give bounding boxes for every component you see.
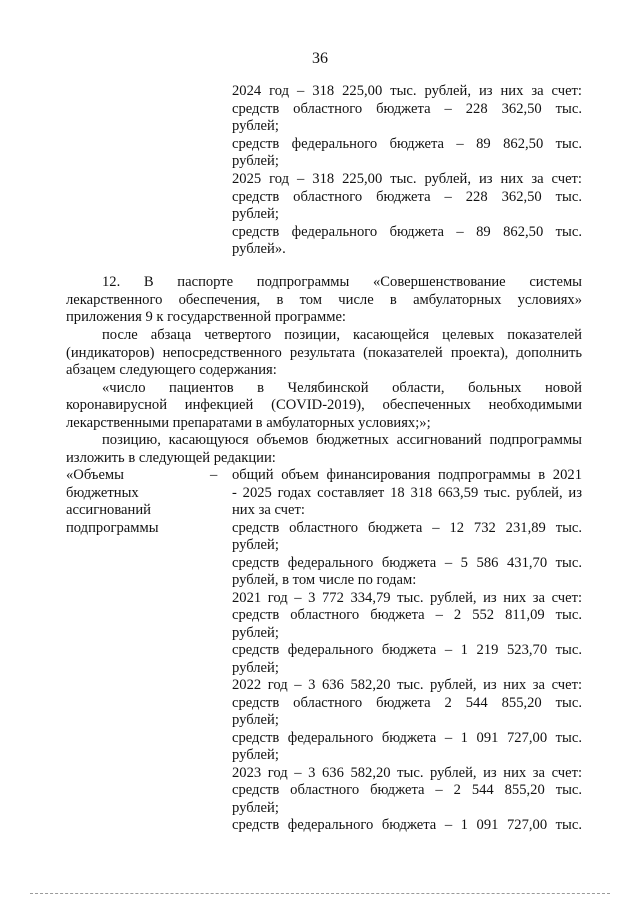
top-line: рублей; [232,206,279,222]
table-right-line: средств областного бюджета – 2 544 855,20 тыс. [232,782,582,798]
page-number: 36 [312,50,328,67]
table-right-line: общий объем финансирования подпрограммы в 2021 [232,467,582,483]
quote-line: «число пациентов в Челябинской области, больных новой [102,380,582,396]
top-line: рублей; [232,153,279,169]
table-right-line: рублей, в том числе по годам: [232,572,417,588]
top-line: 2024 год – 318 225,00 тыс. рублей, из них за счет: [232,83,582,99]
table-right-line: рублей; [232,660,279,676]
top-line: рублей; [232,118,279,134]
table-right-line: рублей; [232,747,279,763]
table-right-line: средств областного бюджета 2 544 855,20 тыс. [232,695,582,711]
item12-line: приложения 9 к государственной программе: [66,309,346,325]
item12-line: лекарственного обеспечения, в том числе в амбулаторных условиях» [66,292,582,308]
table-left-line: бюджетных [66,485,139,501]
table-right-line: средств областного бюджета – 12 732 231,89 тыс. [232,520,582,536]
table-dash: – [210,467,218,483]
item12-line: 12. В паспорте подпрограммы «Совершенствование системы [102,274,582,290]
table-right-line: рублей; [232,712,279,728]
top-line: средств федерального бюджета – 89 862,50 тыс. [232,224,582,240]
page-bottom-edge [30,893,610,894]
table-left-line: подпрограммы [66,520,159,536]
table-right-line: 2022 год – 3 636 582,20 тыс. рублей, из них за счет: [232,677,582,693]
table-right-line: средств областного бюджета – 2 552 811,09 тыс. [232,607,582,623]
after-paragraph-line: абзацем следующего содержания: [66,362,277,378]
position-line: позицию, касающуюся объемов бюджетных ассигнований подпрограммы [102,432,582,448]
after-paragraph-line: после абзаца четвертого позиции, касающейся целевых показателей [102,327,582,343]
top-line: средств федерального бюджета – 89 862,50 тыс. [232,136,582,152]
table-right-line: - 2025 годах составляет 18 318 663,59 тыс. рублей, из [232,485,582,501]
after-paragraph-line: (индикаторов) непосредственного результата (показателей проекта), дополнить [66,345,582,361]
quote-line: коронавирусной инфекцией (COVID-2019), обеспеченных необходимыми [66,397,582,413]
table-right-line: средств федерального бюджета – 1 091 727,00 тыс. [232,817,582,833]
top-line: средств областного бюджета – 228 362,50 тыс. [232,189,582,205]
table-right-line: них за счет: [232,502,305,518]
table-right-line: средств федерального бюджета – 1 219 523,70 тыс. [232,642,582,658]
quote-line: лекарственными препаратами в амбулаторных условиях;»; [66,415,431,431]
table-right-line: 2023 год – 3 636 582,20 тыс. рублей, из них за счет: [232,765,582,781]
table-right-line: рублей; [232,537,279,553]
table-left-line: «Объемы [66,467,124,483]
top-line: 2025 год – 318 225,00 тыс. рублей, из них за счет: [232,171,582,187]
table-right-line: 2021 год – 3 772 334,79 тыс. рублей, из них за счет: [232,590,582,606]
table-right-line: средств федерального бюджета – 1 091 727,00 тыс. [232,730,582,746]
top-line: средств областного бюджета – 228 362,50 тыс. [232,101,582,117]
table-right-line: рублей; [232,800,279,816]
top-line: рублей». [232,241,286,257]
table-right-line: средств федерального бюджета – 5 586 431,70 тыс. [232,555,582,571]
table-left-line: ассигнований [66,502,151,518]
table-right-line: рублей; [232,625,279,641]
position-line: изложить в следующей редакции: [66,450,276,466]
